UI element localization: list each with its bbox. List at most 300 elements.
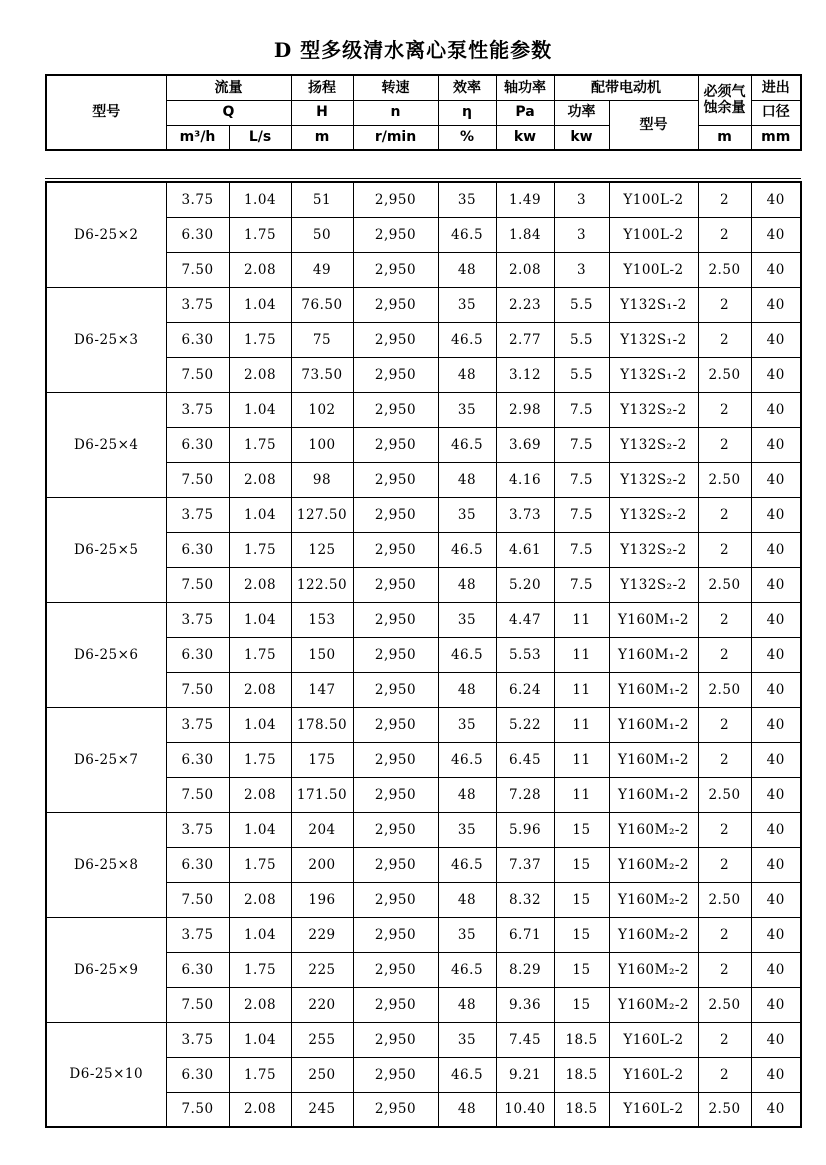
data-cell: Y160L-2 <box>609 1092 698 1127</box>
data-cell: 40 <box>751 567 801 602</box>
data-cell: 40 <box>751 322 801 357</box>
data-cell: 2,950 <box>353 637 438 672</box>
data-cell: 2,950 <box>353 322 438 357</box>
data-cell: 2,950 <box>353 532 438 567</box>
data-cell: 1.75 <box>229 847 291 882</box>
data-cell: 5.20 <box>496 567 554 602</box>
data-cell: 6.30 <box>166 322 229 357</box>
data-cell: 3.12 <box>496 357 554 392</box>
data-cell: 127.50 <box>291 497 353 532</box>
header-motor-model: 型号 <box>609 100 698 150</box>
data-cell: 18.5 <box>554 1022 609 1057</box>
pump-table-body <box>45 181 802 1128</box>
table-row <box>46 182 801 217</box>
data-cell: 40 <box>751 532 801 567</box>
data-cell: 8.29 <box>496 952 554 987</box>
header-npsh-line2: 蚀余量 <box>703 100 746 117</box>
pump-table-body-wrap <box>45 178 801 1128</box>
data-cell: 3.75 <box>166 287 229 322</box>
data-cell: 48 <box>438 1092 496 1127</box>
data-cell: 3.75 <box>166 602 229 637</box>
data-cell: Y132S₂-2 <box>609 497 698 532</box>
data-cell: 2 <box>698 182 751 217</box>
header-efficiency-symbol: η <box>438 100 496 125</box>
data-cell: 40 <box>751 812 801 847</box>
data-cell: 2,950 <box>353 182 438 217</box>
data-cell: 204 <box>291 812 353 847</box>
data-cell: 2.08 <box>229 1092 291 1127</box>
data-cell: 6.30 <box>166 637 229 672</box>
data-cell: 245 <box>291 1092 353 1127</box>
data-cell: 2,950 <box>353 217 438 252</box>
data-cell: 2.08 <box>496 252 554 287</box>
data-cell: 147 <box>291 672 353 707</box>
data-cell: 40 <box>751 602 801 637</box>
data-cell: 2.50 <box>698 777 751 812</box>
data-cell: 48 <box>438 672 496 707</box>
pump-table-header <box>45 74 802 151</box>
data-cell: 35 <box>438 917 496 952</box>
data-cell: 40 <box>751 182 801 217</box>
data-cell: 1.04 <box>229 812 291 847</box>
data-cell: 2,950 <box>353 287 438 322</box>
data-cell: 46.5 <box>438 217 496 252</box>
data-cell: 2.08 <box>229 882 291 917</box>
data-cell: 6.30 <box>166 532 229 567</box>
data-cell: 4.16 <box>496 462 554 497</box>
data-cell: 2,950 <box>353 602 438 637</box>
data-cell: 40 <box>751 637 801 672</box>
data-cell: 2,950 <box>353 357 438 392</box>
data-cell: 3.75 <box>166 917 229 952</box>
data-cell: 1.04 <box>229 917 291 952</box>
data-cell: 3.75 <box>166 392 229 427</box>
data-cell: 40 <box>751 462 801 497</box>
data-cell: 3.69 <box>496 427 554 462</box>
data-cell: 196 <box>291 882 353 917</box>
data-cell: 178.50 <box>291 707 353 742</box>
data-cell: 102 <box>291 392 353 427</box>
unit-motor-kw: kw <box>554 125 609 150</box>
data-cell: 4.47 <box>496 602 554 637</box>
data-cell: 122.50 <box>291 567 353 602</box>
data-cell: 225 <box>291 952 353 987</box>
header-motor-power: 功率 <box>554 100 609 125</box>
pump-model-cell: D6-25×9 <box>46 917 166 1022</box>
data-cell: 2,950 <box>353 392 438 427</box>
data-cell: 46.5 <box>438 1057 496 1092</box>
data-cell: 1.04 <box>229 497 291 532</box>
data-cell: 11 <box>554 672 609 707</box>
pump-parameter-tables <box>45 74 801 1128</box>
pump-model-cell: D6-25×2 <box>46 182 166 287</box>
data-cell: 7.5 <box>554 532 609 567</box>
data-cell: 2 <box>698 602 751 637</box>
data-cell: 6.30 <box>166 1057 229 1092</box>
header-speed: 转速 <box>353 75 438 100</box>
data-cell: 100 <box>291 427 353 462</box>
data-cell: 7.5 <box>554 392 609 427</box>
data-cell: 2,950 <box>353 567 438 602</box>
data-cell: 15 <box>554 952 609 987</box>
data-cell: 6.30 <box>166 847 229 882</box>
data-cell: Y160M₁-2 <box>609 602 698 637</box>
header-row-1 <box>46 75 801 100</box>
data-cell: 2,950 <box>353 1022 438 1057</box>
data-cell: 2 <box>698 847 751 882</box>
data-cell: 46.5 <box>438 427 496 462</box>
data-cell: 76.50 <box>291 287 353 322</box>
data-cell: 1.75 <box>229 217 291 252</box>
data-cell: 40 <box>751 497 801 532</box>
data-cell: 2,950 <box>353 707 438 742</box>
unit-rmin: r/min <box>353 125 438 150</box>
data-cell: 7.5 <box>554 462 609 497</box>
data-cell: 11 <box>554 602 609 637</box>
data-cell: 2.50 <box>698 252 751 287</box>
unit-shaft-kw: kw <box>496 125 554 150</box>
data-cell: 15 <box>554 987 609 1022</box>
data-cell: 175 <box>291 742 353 777</box>
data-cell: 2 <box>698 707 751 742</box>
data-cell: 40 <box>751 987 801 1022</box>
data-cell: 35 <box>438 497 496 532</box>
data-cell: 2,950 <box>353 917 438 952</box>
unit-mm: mm <box>751 125 801 150</box>
data-cell: 2.08 <box>229 567 291 602</box>
data-cell: Y100L-2 <box>609 252 698 287</box>
data-cell: 9.36 <box>496 987 554 1022</box>
data-cell: 35 <box>438 707 496 742</box>
data-cell: 1.75 <box>229 1057 291 1092</box>
data-cell: 2 <box>698 637 751 672</box>
data-cell: 35 <box>438 392 496 427</box>
data-cell: 2.50 <box>698 567 751 602</box>
data-cell: 153 <box>291 602 353 637</box>
data-cell: 5.5 <box>554 287 609 322</box>
header-speed-symbol: n <box>353 100 438 125</box>
header-head: 扬程 <box>291 75 353 100</box>
data-cell: 2.50 <box>698 672 751 707</box>
data-cell: 46.5 <box>438 637 496 672</box>
table-row <box>46 602 801 637</box>
data-cell: 7.50 <box>166 987 229 1022</box>
data-cell: 1.04 <box>229 287 291 322</box>
data-cell: 3.75 <box>166 812 229 847</box>
data-cell: Y132S₂-2 <box>609 392 698 427</box>
data-cell: 1.04 <box>229 392 291 427</box>
data-cell: 2,950 <box>353 1092 438 1127</box>
data-cell: 40 <box>751 392 801 427</box>
data-cell: 46.5 <box>438 742 496 777</box>
unit-percent: % <box>438 125 496 150</box>
data-cell: 48 <box>438 252 496 287</box>
data-cell: Y160M₁-2 <box>609 672 698 707</box>
data-cell: 40 <box>751 952 801 987</box>
data-cell: 6.45 <box>496 742 554 777</box>
data-cell: 2 <box>698 1057 751 1092</box>
page-title: D 型多级清水离心泵性能参数 <box>273 38 553 62</box>
data-cell: 9.21 <box>496 1057 554 1092</box>
data-cell: 3.73 <box>496 497 554 532</box>
data-cell: 73.50 <box>291 357 353 392</box>
table-row <box>46 812 801 847</box>
data-cell: 7.28 <box>496 777 554 812</box>
data-cell: 5.22 <box>496 707 554 742</box>
data-cell: Y100L-2 <box>609 217 698 252</box>
data-cell: 51 <box>291 182 353 217</box>
data-cell: Y132S₂-2 <box>609 462 698 497</box>
data-cell: 40 <box>751 217 801 252</box>
data-cell: 1.75 <box>229 532 291 567</box>
data-cell: 2 <box>698 1022 751 1057</box>
pump-model-cell: D6-25×7 <box>46 707 166 812</box>
data-cell: Y160M₁-2 <box>609 777 698 812</box>
data-cell: 220 <box>291 987 353 1022</box>
data-cell: Y160M₂-2 <box>609 952 698 987</box>
data-cell: 46.5 <box>438 952 496 987</box>
data-cell: 2 <box>698 742 751 777</box>
data-cell: 229 <box>291 917 353 952</box>
data-cell: 48 <box>438 462 496 497</box>
data-cell: 2.98 <box>496 392 554 427</box>
data-cell: 2,950 <box>353 672 438 707</box>
header-shaft-power-symbol: Pa <box>496 100 554 125</box>
data-cell: 40 <box>751 1057 801 1092</box>
data-cell: 2,950 <box>353 987 438 1022</box>
data-cell: 2.50 <box>698 1092 751 1127</box>
data-cell: 2,950 <box>353 847 438 882</box>
data-cell: 2.08 <box>229 252 291 287</box>
data-cell: 7.50 <box>166 777 229 812</box>
data-cell: Y160M₂-2 <box>609 847 698 882</box>
data-cell: 40 <box>751 1022 801 1057</box>
data-cell: Y160M₂-2 <box>609 812 698 847</box>
data-cell: 7.5 <box>554 567 609 602</box>
data-cell: 6.30 <box>166 742 229 777</box>
data-cell: Y132S₂-2 <box>609 427 698 462</box>
data-cell: 2.23 <box>496 287 554 322</box>
data-cell: 75 <box>291 322 353 357</box>
data-cell: 50 <box>291 217 353 252</box>
data-cell: 48 <box>438 882 496 917</box>
data-cell: 2 <box>698 497 751 532</box>
data-cell: 40 <box>751 917 801 952</box>
header-motor: 配带电动机 <box>554 75 698 100</box>
pump-model-cell: D6-25×3 <box>46 287 166 392</box>
data-cell: 7.50 <box>166 357 229 392</box>
data-cell: 1.75 <box>229 637 291 672</box>
data-cell: 3 <box>554 182 609 217</box>
data-cell: 3 <box>554 217 609 252</box>
data-cell: 2.08 <box>229 987 291 1022</box>
header-shaft-power: 轴功率 <box>496 75 554 100</box>
data-cell: 18.5 <box>554 1057 609 1092</box>
data-cell: Y160L-2 <box>609 1022 698 1057</box>
unit-npsh-m: m <box>698 125 751 150</box>
header-flow-symbol: Q <box>166 100 291 125</box>
data-cell: 171.50 <box>291 777 353 812</box>
data-cell: 6.30 <box>166 952 229 987</box>
data-cell: 2.08 <box>229 672 291 707</box>
data-cell: 7.50 <box>166 252 229 287</box>
data-cell: 40 <box>751 427 801 462</box>
data-cell: 250 <box>291 1057 353 1092</box>
data-cell: 49 <box>291 252 353 287</box>
pump-model-cell: D6-25×8 <box>46 812 166 917</box>
data-cell: 48 <box>438 777 496 812</box>
data-cell: 7.50 <box>166 672 229 707</box>
pump-model-cell: D6-25×10 <box>46 1022 166 1127</box>
unit-m3h: m³/h <box>166 125 229 150</box>
data-cell: 35 <box>438 602 496 637</box>
data-cell: 46.5 <box>438 847 496 882</box>
data-cell: 1.04 <box>229 182 291 217</box>
data-cell: 2 <box>698 217 751 252</box>
data-cell: 7.5 <box>554 427 609 462</box>
data-cell: 15 <box>554 882 609 917</box>
data-cell: Y160M₂-2 <box>609 882 698 917</box>
data-cell: 2,950 <box>353 427 438 462</box>
data-cell: 40 <box>751 672 801 707</box>
data-cell: 1.75 <box>229 427 291 462</box>
data-cell: 48 <box>438 357 496 392</box>
data-cell: 40 <box>751 742 801 777</box>
data-cell: 3.75 <box>166 1022 229 1057</box>
data-cell: Y160M₁-2 <box>609 742 698 777</box>
data-cell: 2,950 <box>353 497 438 532</box>
data-cell: 2 <box>698 532 751 567</box>
data-cell: 40 <box>751 882 801 917</box>
data-cell: 7.50 <box>166 1092 229 1127</box>
header-npsh-line1: 必须气 <box>703 84 746 101</box>
data-cell: 6.71 <box>496 917 554 952</box>
pump-model-cell: D6-25×4 <box>46 392 166 497</box>
data-cell: 48 <box>438 987 496 1022</box>
data-cell: 1.75 <box>229 322 291 357</box>
data-cell: 2 <box>698 812 751 847</box>
data-cell: Y160L-2 <box>609 1057 698 1092</box>
data-cell: 35 <box>438 287 496 322</box>
data-cell: 11 <box>554 777 609 812</box>
data-cell: 7.50 <box>166 567 229 602</box>
data-cell: 2 <box>698 322 751 357</box>
data-cell: 2,950 <box>353 742 438 777</box>
data-cell: 3.75 <box>166 707 229 742</box>
data-cell: 2.08 <box>229 462 291 497</box>
data-cell: 1.84 <box>496 217 554 252</box>
data-cell: 3.75 <box>166 182 229 217</box>
data-cell: 35 <box>438 812 496 847</box>
data-cell: 35 <box>438 1022 496 1057</box>
table-row <box>46 287 801 322</box>
data-cell: 1.49 <box>496 182 554 217</box>
data-cell: Y160M₁-2 <box>609 707 698 742</box>
header-efficiency: 效率 <box>438 75 496 100</box>
data-cell: 2.50 <box>698 462 751 497</box>
data-cell: 7.37 <box>496 847 554 882</box>
data-cell: 3 <box>554 252 609 287</box>
data-cell: 2,950 <box>353 777 438 812</box>
data-cell: 150 <box>291 637 353 672</box>
header-port-line2: 口径 <box>751 100 801 125</box>
data-cell: 40 <box>751 287 801 322</box>
data-cell: 35 <box>438 182 496 217</box>
data-cell: 2,950 <box>353 1057 438 1092</box>
data-cell: 15 <box>554 812 609 847</box>
table-row <box>46 497 801 532</box>
data-cell: 2 <box>698 952 751 987</box>
data-cell: 2,950 <box>353 252 438 287</box>
data-cell: 7.50 <box>166 462 229 497</box>
data-cell: 1.04 <box>229 602 291 637</box>
data-cell: 1.75 <box>229 742 291 777</box>
data-cell: 40 <box>751 357 801 392</box>
data-cell: 7.45 <box>496 1022 554 1057</box>
data-cell: 48 <box>438 567 496 602</box>
data-cell: 1.04 <box>229 1022 291 1057</box>
data-cell: 40 <box>751 777 801 812</box>
data-cell: 2.50 <box>698 357 751 392</box>
data-cell: 2.77 <box>496 322 554 357</box>
data-cell: 40 <box>751 847 801 882</box>
data-cell: 98 <box>291 462 353 497</box>
data-cell: 5.53 <box>496 637 554 672</box>
data-cell: 2.50 <box>698 987 751 1022</box>
data-cell: 5.96 <box>496 812 554 847</box>
data-cell: 7.5 <box>554 497 609 532</box>
data-cell: 11 <box>554 707 609 742</box>
data-cell: 125 <box>291 532 353 567</box>
data-cell: 6.30 <box>166 217 229 252</box>
data-cell: Y132S₁-2 <box>609 322 698 357</box>
table-row <box>46 392 801 427</box>
data-cell: Y132S₂-2 <box>609 532 698 567</box>
data-cell: 5.5 <box>554 357 609 392</box>
data-cell: 3.75 <box>166 497 229 532</box>
data-cell: 2.08 <box>229 357 291 392</box>
data-cell: 2,950 <box>353 462 438 497</box>
data-cell: Y132S₁-2 <box>609 287 698 322</box>
header-flow: 流量 <box>166 75 291 100</box>
data-cell: 7.50 <box>166 882 229 917</box>
data-cell: 8.32 <box>496 882 554 917</box>
data-cell: 46.5 <box>438 322 496 357</box>
data-cell: 1.75 <box>229 952 291 987</box>
data-cell: 1.04 <box>229 707 291 742</box>
data-cell: 4.61 <box>496 532 554 567</box>
data-cell: 2,950 <box>353 882 438 917</box>
data-cell: 6.24 <box>496 672 554 707</box>
data-cell: 11 <box>554 742 609 777</box>
data-cell: 200 <box>291 847 353 882</box>
data-cell: 2,950 <box>353 952 438 987</box>
data-cell: 15 <box>554 847 609 882</box>
pump-model-cell: D6-25×5 <box>46 497 166 602</box>
data-cell: 2 <box>698 392 751 427</box>
pump-model-cell: D6-25×6 <box>46 602 166 707</box>
data-cell: 46.5 <box>438 532 496 567</box>
data-cell: Y160M₁-2 <box>609 637 698 672</box>
table-row <box>46 917 801 952</box>
data-cell: 2,950 <box>353 812 438 847</box>
data-cell: 255 <box>291 1022 353 1057</box>
data-cell: 40 <box>751 1092 801 1127</box>
data-cell: 6.30 <box>166 427 229 462</box>
unit-ls: L/s <box>229 125 291 150</box>
data-cell: Y132S₂-2 <box>609 567 698 602</box>
data-cell: 2 <box>698 427 751 462</box>
